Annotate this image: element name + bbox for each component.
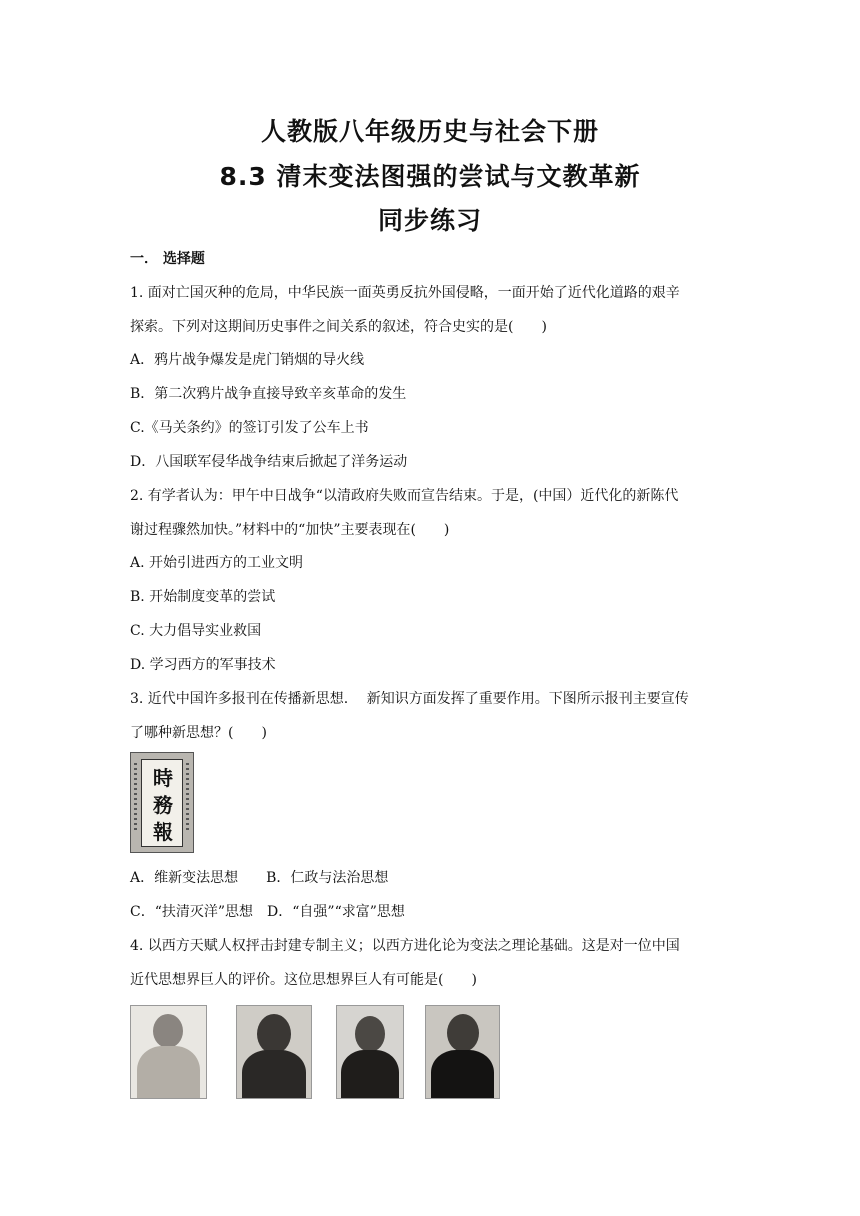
newspaper-glyph-1: 時: [153, 766, 173, 790]
q1-option-d: D．八国联军侵华战争结束后掀起了洋务运动: [130, 454, 408, 470]
q2-stem-line-2: 谢过程骤然加快。”材料中的“加快”主要表现在( ): [130, 522, 450, 538]
title-line-1: 人教版八年级历史与社会下册: [260, 117, 599, 146]
portrait-image-4: [425, 1005, 500, 1099]
q2-stem-line-1: 2. 有学者认为：甲午中日战争“以清政府失败而宣告结束。于是，(中国）近代化的新陈代: [130, 488, 679, 504]
q1-stem-line-1: 1. 面对亡国灭种的危局，中华民族一面英勇反抗外国侵略，一面开始了近代化道路的艰辛: [130, 285, 680, 301]
q2-option-c: C. 大力倡导实业救国: [130, 623, 262, 639]
shiwubao-newspaper-image: [130, 752, 194, 853]
title-line-2: 8.3 清末变法图强的尝试与文教革新: [219, 162, 641, 191]
portrait-image-3: [336, 1005, 404, 1099]
q3-options-row-1: A．维新变法思想 B．仁政与法治思想: [130, 870, 389, 886]
q1-option-a: A．鸦片战争爆发是虎门销烟的导火线: [130, 352, 365, 368]
title-line-3: 同步练习: [377, 206, 482, 235]
q2-option-b: B. 开始制度变革的尝试: [130, 589, 276, 605]
q1-option-c: C.《马关条约》的签订引发了公车上书: [130, 420, 369, 436]
portrait-image-2: [236, 1005, 312, 1099]
section-heading: 一． 选择题: [130, 251, 205, 267]
newspaper-glyph-3: 報: [153, 820, 173, 844]
q4-stem-line-2: 近代思想界巨人的评价。这位思想界巨人有可能是( ): [130, 972, 477, 988]
q4-stem-line-1: 4. 以西方天赋人权抨击封建专制主义；以西方进化论为变法之理论基础。这是对一位中国: [130, 938, 680, 954]
q1-stem-line-2: 探索。下列对这期间历史事件之间关系的叙述，符合史实的是( ): [130, 319, 547, 335]
q3-options-row-2: C．“扶清灭洋”思想 D．“自强”“求富”思想: [130, 904, 405, 920]
q1-option-b: B．第二次鸦片战争直接导致辛亥革命的发生: [130, 386, 407, 402]
q3-stem-line-1: 3. 近代中国许多报刊在传播新思想. 新知识方面发挥了重要作用。下图所示报刊主要宣传: [130, 691, 689, 707]
portrait-image-1: [130, 1005, 207, 1099]
q3-stem-line-2: 了哪种新思想？( ): [130, 725, 267, 741]
q2-option-a: A. 开始引进西方的工业文明: [130, 555, 304, 571]
newspaper-glyph-2: 務: [153, 793, 173, 817]
q2-option-d: D. 学习西方的军事技术: [130, 657, 276, 673]
